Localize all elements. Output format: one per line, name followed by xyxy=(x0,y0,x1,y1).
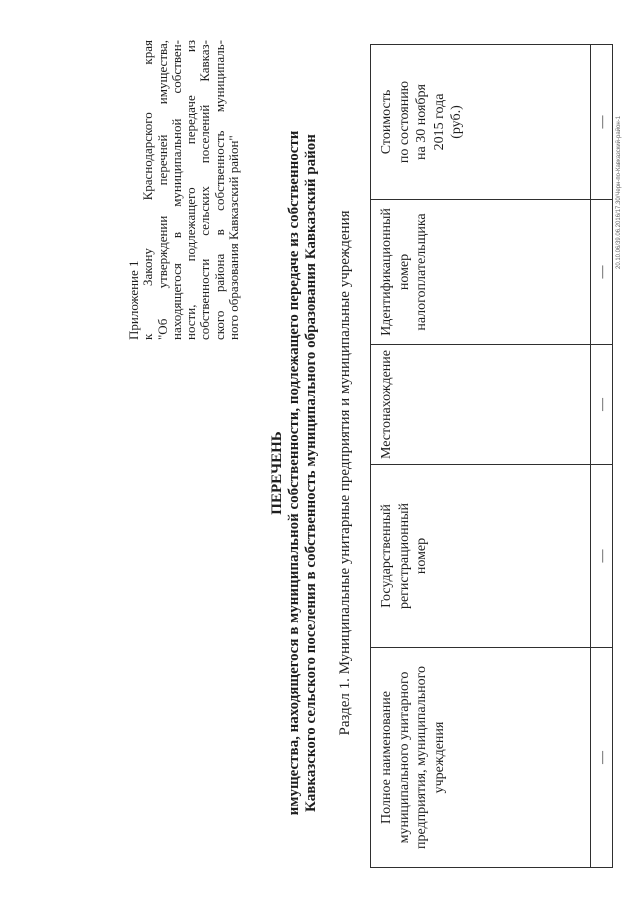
header-line: Местонахождение xyxy=(379,350,394,460)
header-cell-location xyxy=(371,345,591,465)
header-line: муниципального унитарного xyxy=(396,671,412,844)
table-cell: — xyxy=(591,345,613,465)
appendix-line: ского района в собственность муниципаль- xyxy=(211,40,227,340)
header-line: номер xyxy=(396,253,412,291)
header-line: налогоплательщика xyxy=(414,213,429,331)
header-line: номер xyxy=(414,537,429,575)
header-line: на 30 ноября xyxy=(414,84,429,160)
header-line: (руб.) xyxy=(449,105,464,139)
property-table xyxy=(370,44,613,868)
table-cell: — xyxy=(591,45,613,200)
header-cell-registration-number xyxy=(371,465,591,648)
header-line: 2015 года xyxy=(431,93,447,151)
appendix-number: Приложение 1 xyxy=(126,260,141,340)
header-line: регистрационный xyxy=(396,502,412,610)
appendix-line: к Закону Краснодарского края xyxy=(140,40,156,340)
table-header-row xyxy=(371,45,591,868)
table-row xyxy=(591,45,613,868)
header-cell-taxpayer-id xyxy=(371,200,591,345)
title-subtitle-line: имущества, находящегося в муниципальной собственности, подлежащего передаче из собственности xyxy=(286,130,302,816)
appendix-block xyxy=(127,40,241,340)
appendix-line: ности, подлежащего передаче из xyxy=(183,40,199,340)
header-cell-full-name xyxy=(371,648,591,868)
appendix-line: ного образования Кавказский район" xyxy=(226,135,242,340)
header-line: предприятия, муниципального xyxy=(414,665,429,850)
appendix-line: собственности сельских поселений Кавказ- xyxy=(197,40,213,340)
header-line: по состоянию xyxy=(396,80,412,164)
header-line: Идентификационный xyxy=(379,208,394,336)
document-title xyxy=(269,78,320,868)
file-stamp: 20.10.06/39.06.2016/17.30/Черн-по-Кавказский-район-1 xyxy=(616,115,622,269)
appendix-line: находящегося в муниципальной собствен- xyxy=(168,40,184,340)
table-cell: — xyxy=(591,465,613,648)
header-cell-value xyxy=(371,45,591,200)
table-cell: — xyxy=(591,648,613,868)
table-cell: — xyxy=(591,200,613,345)
header-line: учреждения xyxy=(431,721,447,794)
title-heading: ПЕРЕЧЕНЬ xyxy=(269,431,285,515)
title-subtitle-line: Кавказского сельского поселения в собственность муниципального образования Кавказский район xyxy=(303,134,319,812)
header-line: Государственный xyxy=(379,504,394,608)
section-title: Раздел 1. Муниципальные унитарные предприятия и муниципальные учреждения xyxy=(337,210,353,736)
appendix-line: "Об утверждении перечней имущества, xyxy=(154,40,170,340)
header-line: Стоимость xyxy=(379,89,394,155)
header-line: Полное наименование xyxy=(379,691,394,824)
